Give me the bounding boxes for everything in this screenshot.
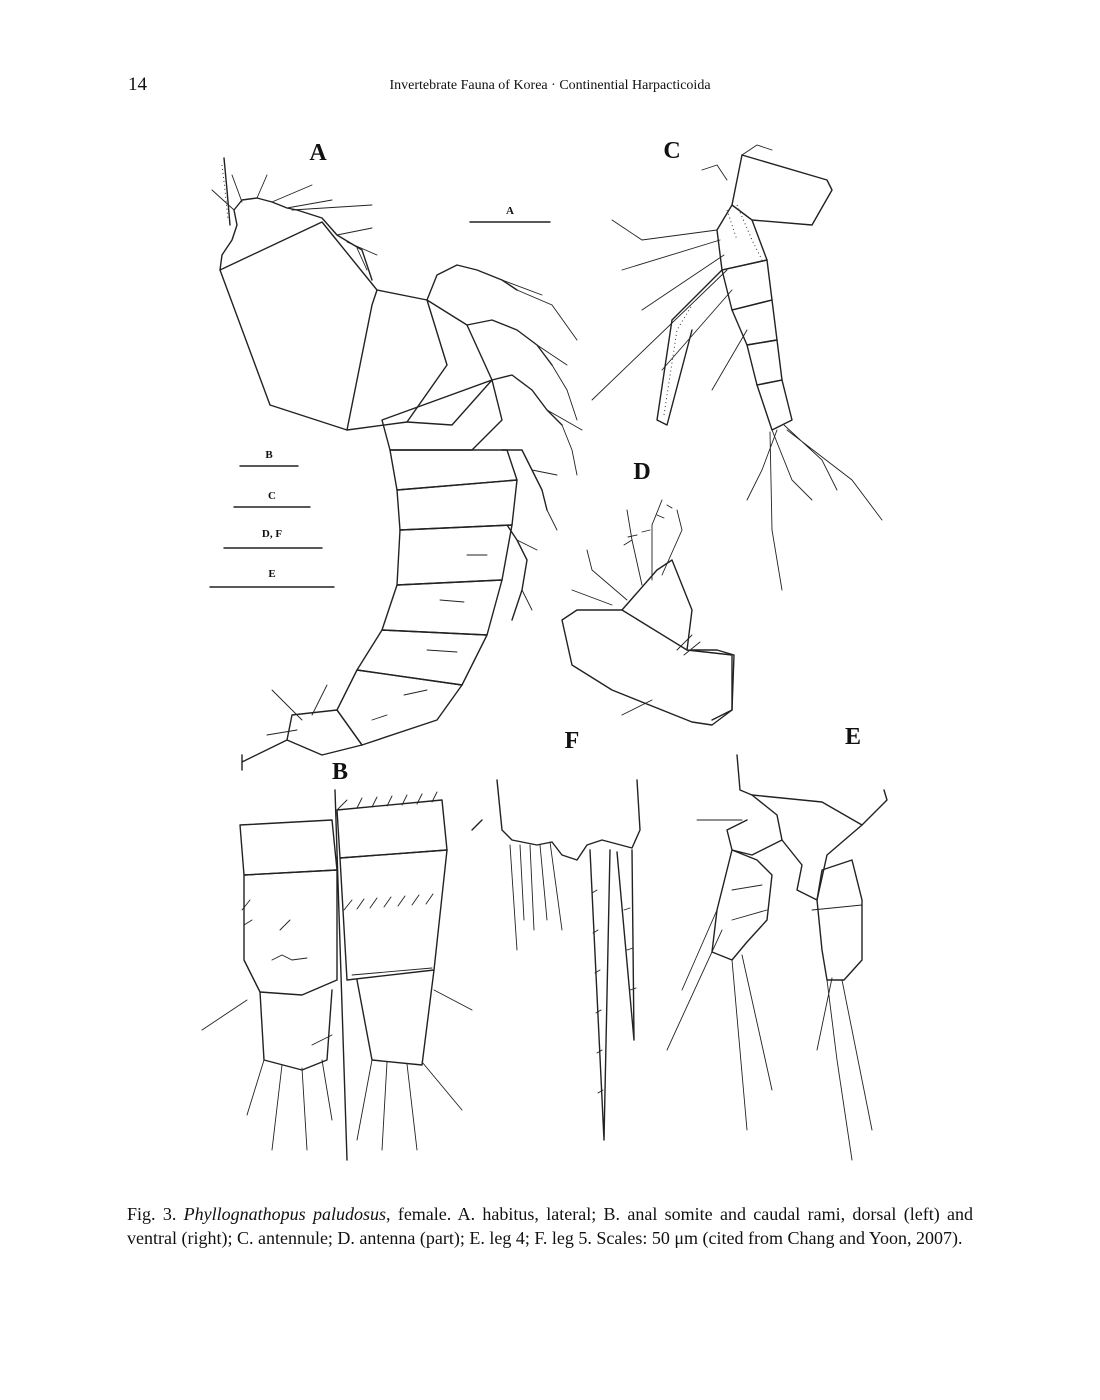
figure-plate bbox=[172, 130, 912, 1180]
panel-label-c: C bbox=[663, 138, 681, 164]
caption-prefix: Fig. 3. bbox=[127, 1204, 177, 1224]
figure-illustration bbox=[172, 130, 912, 1180]
scale-label-a: A bbox=[506, 205, 514, 217]
page-number: 14 bbox=[128, 74, 147, 95]
figure-caption bbox=[127, 1202, 973, 1250]
scale-label-c: C bbox=[268, 490, 276, 502]
running-head: Invertebrate Fauna of Korea · Continential Harpacticoida bbox=[389, 78, 711, 93]
panel-label-f: F bbox=[564, 728, 580, 754]
scale-label-b: B bbox=[265, 449, 273, 461]
caption-species: Phyllognathopus paludosus bbox=[183, 1204, 386, 1224]
panel-label-b: B bbox=[331, 759, 349, 785]
caption-text: , female. A. habitus, lateral; B. anal somite and caudal rami, dorsal (left) and ventral (right); C. antennule; D. antenna (part); E. leg 4; F. leg 5. Scales: 50 μm (cited from Chang and Yoon, 2007). bbox=[127, 1204, 973, 1248]
panel-label-a: A bbox=[309, 140, 327, 166]
panel-label-d: D bbox=[633, 459, 651, 485]
scale-label-df: D, F bbox=[261, 528, 283, 540]
panel-label-e: E bbox=[844, 724, 862, 750]
scale-label-e: E bbox=[268, 568, 276, 580]
